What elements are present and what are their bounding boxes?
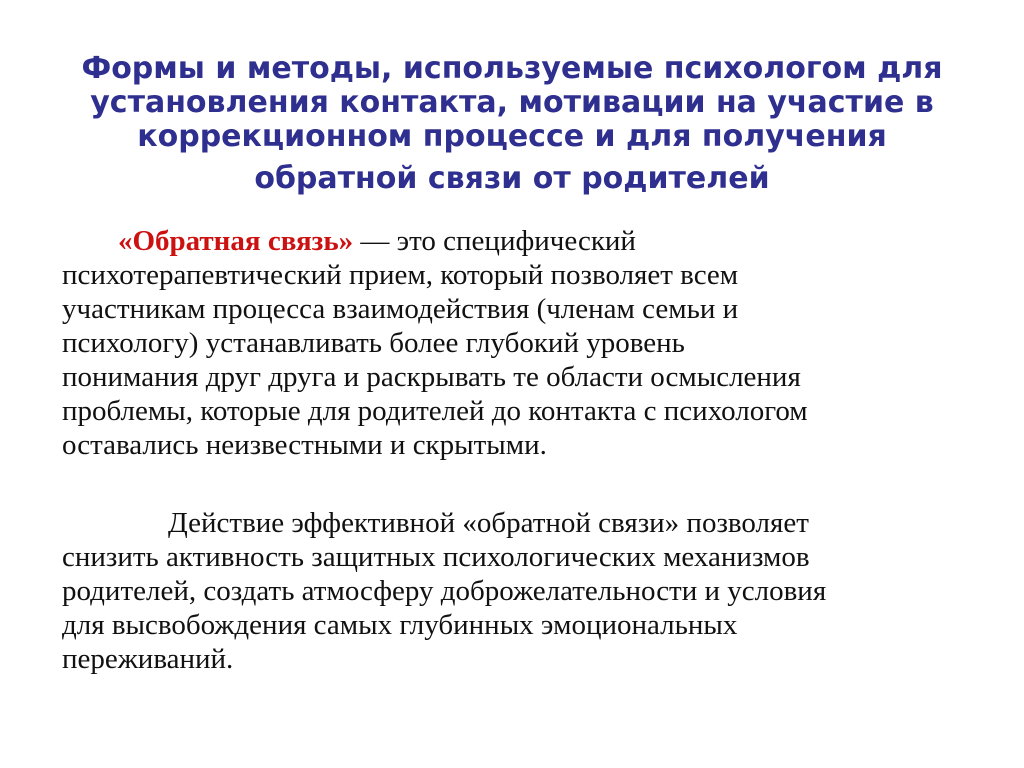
paragraph-line: для высвобождения самых глубинных эмоциональных bbox=[62, 609, 738, 641]
paragraph-line: Действие эффективной «обратной связи» позволяет bbox=[168, 507, 809, 539]
paragraph-line: проблемы, которые для родителей до контакта с психологом bbox=[62, 395, 808, 427]
paragraph-line: оставались неизвестными и скрытыми. bbox=[62, 429, 547, 461]
title-line: Формы и методы, используемые психологом для bbox=[81, 51, 943, 86]
highlighted-term: «Обратная связь» bbox=[118, 225, 354, 257]
paragraph-line: снизить активность защитных психологических механизмов bbox=[62, 541, 810, 573]
paragraph-line: психотерапевтический прием, который позволяет всем bbox=[62, 259, 739, 291]
title-line: коррекционном процессе и для получения bbox=[137, 119, 887, 154]
slide-title bbox=[40, 52, 984, 196]
title-line: обратной связи от родителей bbox=[254, 161, 770, 196]
paragraph-line: понимания друг друга и раскрывать те области осмысления bbox=[62, 361, 801, 393]
paragraph-line: переживаний. bbox=[62, 643, 234, 675]
paragraph-line: участникам процесса взаимодействия (членам семьи и bbox=[62, 293, 739, 325]
title-line: установления контакта, мотивации на участие в bbox=[90, 85, 934, 120]
paragraph-feedback-definition bbox=[62, 224, 982, 462]
paragraph-feedback-effect bbox=[62, 506, 982, 676]
paragraph-line: психологу) устанавливать более глубокий уровень bbox=[62, 327, 685, 359]
definition-text: — это специфический bbox=[353, 225, 636, 257]
paragraph-line: родителей, создать атмосферу доброжелательности и условия bbox=[62, 575, 827, 607]
paragraph-line bbox=[62, 224, 982, 258]
